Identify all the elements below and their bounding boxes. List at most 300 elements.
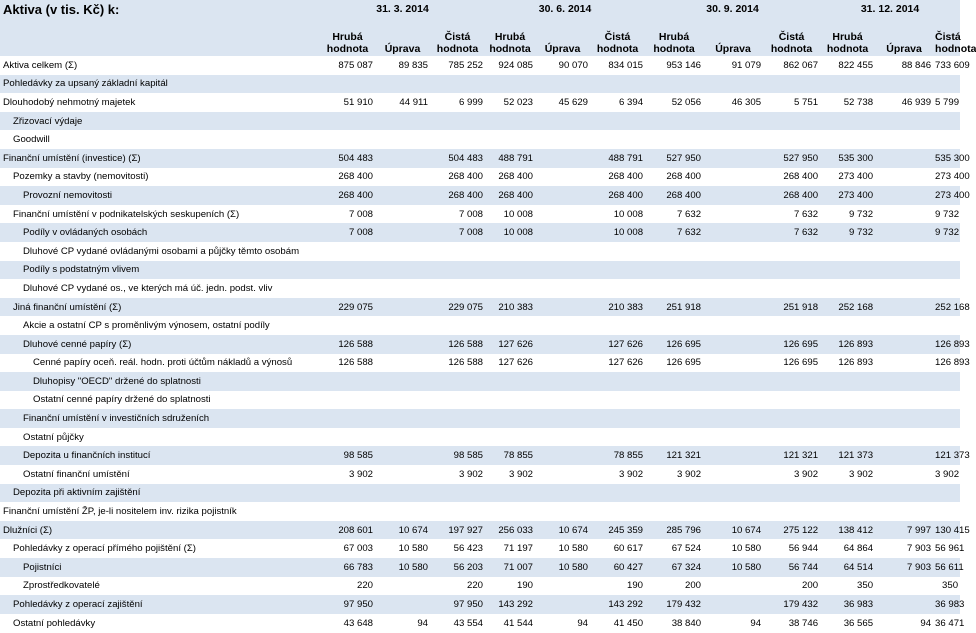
cell-value: 64 864 bbox=[820, 539, 875, 558]
cell-value: 10 674 bbox=[535, 521, 590, 540]
cell-value: 10 008 bbox=[485, 223, 535, 242]
cell-value: 3 902 bbox=[590, 465, 645, 484]
cell-value: 350 bbox=[820, 577, 875, 596]
cell-value bbox=[535, 75, 590, 94]
row-label: Dluhové CP vydané ovládanými osobami a půjčky těmto osobám bbox=[0, 242, 320, 261]
cell-value bbox=[320, 130, 375, 149]
cell-value: 126 588 bbox=[430, 335, 485, 354]
cell-value: 51 910 bbox=[320, 93, 375, 112]
cell-value bbox=[875, 502, 933, 521]
cell-value bbox=[703, 242, 763, 261]
cell-value bbox=[820, 409, 875, 428]
row-label: Akcie a ostatní CP s proměnlivým výnosem, ostatní podíly bbox=[0, 316, 320, 335]
cell-value: 64 514 bbox=[820, 558, 875, 577]
table-row bbox=[0, 168, 960, 187]
cell-value: 46 939 bbox=[875, 93, 933, 112]
cell-value bbox=[875, 205, 933, 224]
column-header-adjustment: Úprava bbox=[535, 18, 590, 56]
cell-value bbox=[375, 577, 430, 596]
cell-value: 138 412 bbox=[820, 521, 875, 540]
cell-value: 88 846 bbox=[875, 56, 933, 75]
cell-value: 97 950 bbox=[430, 595, 485, 614]
cell-value bbox=[645, 261, 703, 280]
cell-value bbox=[763, 112, 820, 131]
cell-value bbox=[535, 335, 590, 354]
cell-value bbox=[430, 484, 485, 503]
cell-value bbox=[763, 316, 820, 335]
header-spacer bbox=[0, 18, 320, 56]
cell-value: 527 950 bbox=[645, 149, 703, 168]
cell-value: 10 674 bbox=[703, 521, 763, 540]
cell-value bbox=[703, 112, 763, 131]
cell-value bbox=[703, 372, 763, 391]
cell-value bbox=[375, 484, 430, 503]
cell-value bbox=[875, 409, 933, 428]
cell-value bbox=[485, 112, 535, 131]
cell-value bbox=[703, 279, 763, 298]
cell-value bbox=[820, 242, 875, 261]
cell-value bbox=[535, 502, 590, 521]
cell-value bbox=[645, 75, 703, 94]
table-body bbox=[0, 56, 970, 632]
row-label: Finanční umístění v podnikatelských seskupeních (Σ) bbox=[0, 205, 320, 224]
cell-value: 56 944 bbox=[763, 539, 820, 558]
cell-value bbox=[875, 391, 933, 410]
cell-value: 268 400 bbox=[320, 168, 375, 187]
cell-value bbox=[703, 409, 763, 428]
cell-value bbox=[763, 242, 820, 261]
cell-value bbox=[375, 242, 430, 261]
cell-value: 285 796 bbox=[645, 521, 703, 540]
cell-value: 268 400 bbox=[430, 168, 485, 187]
table-row bbox=[0, 595, 960, 614]
cell-value: 268 400 bbox=[763, 168, 820, 187]
cell-value bbox=[875, 261, 933, 280]
row-label: Finanční umístění ŽP, je-li nositelem inv. rizika pojistník bbox=[0, 502, 320, 521]
cell-value bbox=[430, 242, 485, 261]
row-label: Ostatní cenné papíry držené do splatnosti bbox=[0, 391, 320, 410]
cell-value bbox=[820, 75, 875, 94]
period-date: 31. 12. 2014 bbox=[820, 0, 960, 18]
cell-value bbox=[875, 242, 933, 261]
cell-value: 143 292 bbox=[590, 595, 645, 614]
cell-value bbox=[590, 409, 645, 428]
cell-value: 126 695 bbox=[763, 354, 820, 373]
column-header-gross: Hrubá hodnota bbox=[645, 18, 703, 56]
cell-value bbox=[590, 261, 645, 280]
cell-value: 126 588 bbox=[430, 354, 485, 373]
cell-value bbox=[535, 409, 590, 428]
cell-value: 7 632 bbox=[763, 205, 820, 224]
cell-value: 143 292 bbox=[485, 595, 535, 614]
cell-value: 733 609 bbox=[933, 56, 960, 75]
cell-value: 200 bbox=[645, 577, 703, 596]
cell-value: 275 122 bbox=[763, 521, 820, 540]
cell-value: 488 791 bbox=[485, 149, 535, 168]
cell-value: 7 632 bbox=[645, 223, 703, 242]
cell-value bbox=[375, 465, 430, 484]
cell-value: 126 893 bbox=[933, 335, 960, 354]
column-header-net: Čistá hodnota bbox=[430, 18, 485, 56]
cell-value: 127 626 bbox=[590, 354, 645, 373]
cell-value: 256 033 bbox=[485, 521, 535, 540]
cell-value: 179 432 bbox=[645, 595, 703, 614]
row-label: Jiná finanční umístění (Σ) bbox=[0, 298, 320, 317]
row-label: Ostatní půjčky bbox=[0, 428, 320, 447]
cell-value: 10 008 bbox=[590, 205, 645, 224]
cell-value bbox=[933, 261, 960, 280]
cell-value bbox=[320, 279, 375, 298]
cell-value bbox=[535, 242, 590, 261]
cell-value: 7 632 bbox=[763, 223, 820, 242]
cell-value: 9 732 bbox=[820, 223, 875, 242]
column-header-net: Čistá hodnota bbox=[933, 18, 960, 56]
cell-value bbox=[703, 484, 763, 503]
cell-value bbox=[645, 372, 703, 391]
column-header-gross: Hrubá hodnota bbox=[820, 18, 875, 56]
cell-value bbox=[875, 279, 933, 298]
cell-value bbox=[320, 316, 375, 335]
cell-value: 36 983 bbox=[933, 595, 960, 614]
cell-value: 56 744 bbox=[763, 558, 820, 577]
column-header-adjustment: Úprava bbox=[703, 18, 763, 56]
cell-value: 97 950 bbox=[320, 595, 375, 614]
table-row bbox=[0, 298, 960, 317]
cell-value bbox=[703, 428, 763, 447]
column-header-adjustment: Úprava bbox=[875, 18, 933, 56]
cell-value bbox=[320, 372, 375, 391]
cell-value: 268 400 bbox=[590, 186, 645, 205]
cell-value bbox=[763, 502, 820, 521]
cell-value: 38 840 bbox=[645, 614, 703, 633]
cell-value bbox=[430, 130, 485, 149]
cell-value bbox=[703, 75, 763, 94]
cell-value: 7 008 bbox=[430, 205, 485, 224]
table-row bbox=[0, 539, 960, 558]
cell-value: 785 252 bbox=[430, 56, 485, 75]
cell-value bbox=[703, 149, 763, 168]
cell-value bbox=[820, 372, 875, 391]
cell-value: 197 927 bbox=[430, 521, 485, 540]
cell-value bbox=[590, 279, 645, 298]
cell-value bbox=[590, 242, 645, 261]
row-label: Pohledávky z operací zajištění bbox=[0, 595, 320, 614]
cell-value: 67 524 bbox=[645, 539, 703, 558]
cell-value: 66 783 bbox=[320, 558, 375, 577]
cell-value bbox=[703, 130, 763, 149]
row-label: Finanční umístění v investičních sdruženích bbox=[0, 409, 320, 428]
cell-value: 43 554 bbox=[430, 614, 485, 633]
cell-value bbox=[535, 130, 590, 149]
cell-value bbox=[875, 595, 933, 614]
cell-value bbox=[485, 242, 535, 261]
cell-value bbox=[820, 316, 875, 335]
cell-value: 130 415 bbox=[933, 521, 960, 540]
cell-value bbox=[933, 428, 960, 447]
cell-value: 7 632 bbox=[645, 205, 703, 224]
cell-value bbox=[590, 484, 645, 503]
cell-value: 953 146 bbox=[645, 56, 703, 75]
cell-value bbox=[820, 279, 875, 298]
cell-value: 229 075 bbox=[320, 298, 375, 317]
cell-value: 252 168 bbox=[820, 298, 875, 317]
cell-value bbox=[875, 446, 933, 465]
table-row bbox=[0, 56, 960, 75]
cell-value bbox=[430, 372, 485, 391]
cell-value bbox=[820, 391, 875, 410]
table-row bbox=[0, 279, 960, 298]
cell-value: 350 bbox=[933, 577, 960, 596]
cell-value bbox=[590, 372, 645, 391]
table-row bbox=[0, 502, 960, 521]
cell-value bbox=[535, 595, 590, 614]
cell-value bbox=[703, 391, 763, 410]
cell-value bbox=[763, 409, 820, 428]
cell-value: 6 394 bbox=[590, 93, 645, 112]
cell-value: 273 400 bbox=[933, 186, 960, 205]
cell-value: 52 023 bbox=[485, 93, 535, 112]
cell-value bbox=[430, 261, 485, 280]
table-title: Aktiva (v tis. Kč) k: bbox=[0, 0, 320, 18]
table-row bbox=[0, 205, 960, 224]
cell-value bbox=[703, 205, 763, 224]
cell-value bbox=[320, 484, 375, 503]
cell-value: 268 400 bbox=[763, 186, 820, 205]
row-label: Dluhopisy "OECD" držené do splatnosti bbox=[0, 372, 320, 391]
table-row bbox=[0, 130, 960, 149]
cell-value: 834 015 bbox=[590, 56, 645, 75]
cell-value bbox=[535, 261, 590, 280]
cell-value bbox=[875, 186, 933, 205]
cell-value: 7 008 bbox=[430, 223, 485, 242]
cell-value bbox=[375, 391, 430, 410]
cell-value bbox=[590, 112, 645, 131]
cell-value bbox=[375, 205, 430, 224]
cell-value: 3 902 bbox=[933, 465, 960, 484]
cell-value: 10 580 bbox=[703, 539, 763, 558]
cell-value bbox=[430, 316, 485, 335]
cell-value bbox=[430, 409, 485, 428]
cell-value: 10 580 bbox=[375, 539, 430, 558]
cell-value: 36 983 bbox=[820, 595, 875, 614]
cell-value: 41 544 bbox=[485, 614, 535, 633]
cell-value bbox=[535, 428, 590, 447]
table-row bbox=[0, 149, 960, 168]
cell-value bbox=[535, 298, 590, 317]
cell-value: 251 918 bbox=[645, 298, 703, 317]
cell-value: 43 648 bbox=[320, 614, 375, 633]
cell-value bbox=[375, 502, 430, 521]
cell-value: 5 799 bbox=[933, 93, 960, 112]
row-label: Zřizovací výdaje bbox=[0, 112, 320, 131]
cell-value bbox=[430, 428, 485, 447]
cell-value: 56 961 bbox=[933, 539, 960, 558]
cell-value bbox=[933, 279, 960, 298]
cell-value: 126 893 bbox=[820, 335, 875, 354]
cell-value: 504 483 bbox=[430, 149, 485, 168]
table-row bbox=[0, 521, 960, 540]
period-date: 31. 3. 2014 bbox=[320, 0, 485, 18]
cell-value bbox=[535, 354, 590, 373]
cell-value: 126 695 bbox=[645, 354, 703, 373]
table-row bbox=[0, 75, 960, 94]
cell-value: 89 835 bbox=[375, 56, 430, 75]
cell-value bbox=[485, 391, 535, 410]
cell-value: 94 bbox=[535, 614, 590, 633]
cell-value: 127 626 bbox=[485, 335, 535, 354]
row-label: Pohledávky z operací přímého pojištění (Σ) bbox=[0, 539, 320, 558]
cell-value: 7 997 bbox=[875, 521, 933, 540]
cell-value bbox=[590, 130, 645, 149]
cell-value bbox=[703, 261, 763, 280]
table-row bbox=[0, 614, 960, 633]
cell-value: 862 067 bbox=[763, 56, 820, 75]
cell-value: 875 087 bbox=[320, 56, 375, 75]
cell-value bbox=[645, 484, 703, 503]
cell-value bbox=[933, 372, 960, 391]
cell-value: 7 903 bbox=[875, 539, 933, 558]
cell-value bbox=[375, 149, 430, 168]
row-label: Aktiva celkem (Σ) bbox=[0, 56, 320, 75]
column-header-adjustment: Úprava bbox=[375, 18, 430, 56]
column-header-net: Čistá hodnota bbox=[763, 18, 820, 56]
cell-value bbox=[875, 465, 933, 484]
cell-value bbox=[375, 316, 430, 335]
cell-value bbox=[645, 316, 703, 335]
cell-value: 822 455 bbox=[820, 56, 875, 75]
cell-value bbox=[875, 316, 933, 335]
cell-value: 268 400 bbox=[485, 186, 535, 205]
cell-value: 200 bbox=[763, 577, 820, 596]
cell-value bbox=[933, 502, 960, 521]
cell-value: 71 197 bbox=[485, 539, 535, 558]
cell-value bbox=[820, 112, 875, 131]
table-row bbox=[0, 112, 960, 131]
cell-value bbox=[820, 484, 875, 503]
row-label: Finanční umístění (investice) (Σ) bbox=[0, 149, 320, 168]
cell-value bbox=[933, 130, 960, 149]
cell-value: 121 321 bbox=[763, 446, 820, 465]
cell-value bbox=[703, 298, 763, 317]
cell-value bbox=[430, 75, 485, 94]
header-row-columns bbox=[0, 18, 960, 56]
cell-value bbox=[703, 465, 763, 484]
cell-value bbox=[320, 242, 375, 261]
cell-value bbox=[590, 502, 645, 521]
cell-value bbox=[933, 316, 960, 335]
cell-value bbox=[485, 502, 535, 521]
cell-value bbox=[933, 484, 960, 503]
cell-value: 41 450 bbox=[590, 614, 645, 633]
cell-value bbox=[375, 223, 430, 242]
cell-value: 36 471 bbox=[933, 614, 960, 633]
cell-value bbox=[763, 372, 820, 391]
row-label: Ostatní pohledávky bbox=[0, 614, 320, 633]
cell-value bbox=[933, 391, 960, 410]
cell-value: 251 918 bbox=[763, 298, 820, 317]
cell-value: 3 902 bbox=[430, 465, 485, 484]
row-label: Pozemky a stavby (nemovitosti) bbox=[0, 168, 320, 187]
cell-value bbox=[375, 372, 430, 391]
cell-value bbox=[375, 409, 430, 428]
cell-value bbox=[320, 502, 375, 521]
row-label: Provozní nemovitosti bbox=[0, 186, 320, 205]
cell-value bbox=[430, 502, 485, 521]
cell-value bbox=[875, 75, 933, 94]
cell-value: 10 580 bbox=[375, 558, 430, 577]
cell-value bbox=[430, 279, 485, 298]
cell-value: 488 791 bbox=[590, 149, 645, 168]
cell-value bbox=[645, 409, 703, 428]
cell-value bbox=[485, 130, 535, 149]
cell-value bbox=[535, 577, 590, 596]
cell-value bbox=[703, 446, 763, 465]
table-row bbox=[0, 577, 960, 596]
table-row bbox=[0, 465, 960, 484]
cell-value: 94 bbox=[375, 614, 430, 633]
row-label: Pojistníci bbox=[0, 558, 320, 577]
cell-value: 268 400 bbox=[485, 168, 535, 187]
cell-value: 10 008 bbox=[590, 223, 645, 242]
column-header-net: Čistá hodnota bbox=[590, 18, 645, 56]
cell-value: 268 400 bbox=[320, 186, 375, 205]
cell-value bbox=[535, 149, 590, 168]
table-row bbox=[0, 409, 960, 428]
cell-value bbox=[703, 186, 763, 205]
cell-value bbox=[645, 502, 703, 521]
cell-value bbox=[875, 335, 933, 354]
cell-value: 126 695 bbox=[763, 335, 820, 354]
cell-value: 60 427 bbox=[590, 558, 645, 577]
table-row bbox=[0, 186, 960, 205]
cell-value: 7 903 bbox=[875, 558, 933, 577]
cell-value bbox=[703, 335, 763, 354]
cell-value: 220 bbox=[430, 577, 485, 596]
cell-value: 504 483 bbox=[320, 149, 375, 168]
cell-value: 78 855 bbox=[590, 446, 645, 465]
cell-value: 229 075 bbox=[430, 298, 485, 317]
table-row bbox=[0, 446, 960, 465]
cell-value: 3 902 bbox=[485, 465, 535, 484]
period-date: 30. 6. 2014 bbox=[485, 0, 645, 18]
cell-value bbox=[763, 261, 820, 280]
cell-value: 91 079 bbox=[703, 56, 763, 75]
row-label: Dlužníci (Σ) bbox=[0, 521, 320, 540]
cell-value: 98 585 bbox=[430, 446, 485, 465]
cell-value: 98 585 bbox=[320, 446, 375, 465]
cell-value bbox=[820, 130, 875, 149]
cell-value: 10 580 bbox=[535, 539, 590, 558]
cell-value: 924 085 bbox=[485, 56, 535, 75]
cell-value: 67 003 bbox=[320, 539, 375, 558]
cell-value: 220 bbox=[320, 577, 375, 596]
header-row-dates bbox=[0, 0, 960, 18]
cell-value bbox=[703, 577, 763, 596]
cell-value: 10 008 bbox=[485, 205, 535, 224]
row-label: Pohledávky za upsaný základní kapitál bbox=[0, 75, 320, 94]
cell-value bbox=[320, 112, 375, 131]
cell-value: 56 611 bbox=[933, 558, 960, 577]
cell-value: 535 300 bbox=[933, 149, 960, 168]
row-label: Dlouhodobý nehmotný majetek bbox=[0, 93, 320, 112]
cell-value bbox=[875, 577, 933, 596]
cell-value bbox=[485, 428, 535, 447]
cell-value bbox=[320, 261, 375, 280]
cell-value bbox=[875, 130, 933, 149]
cell-value: 7 008 bbox=[320, 205, 375, 224]
cell-value: 273 400 bbox=[820, 186, 875, 205]
cell-value: 245 359 bbox=[590, 521, 645, 540]
